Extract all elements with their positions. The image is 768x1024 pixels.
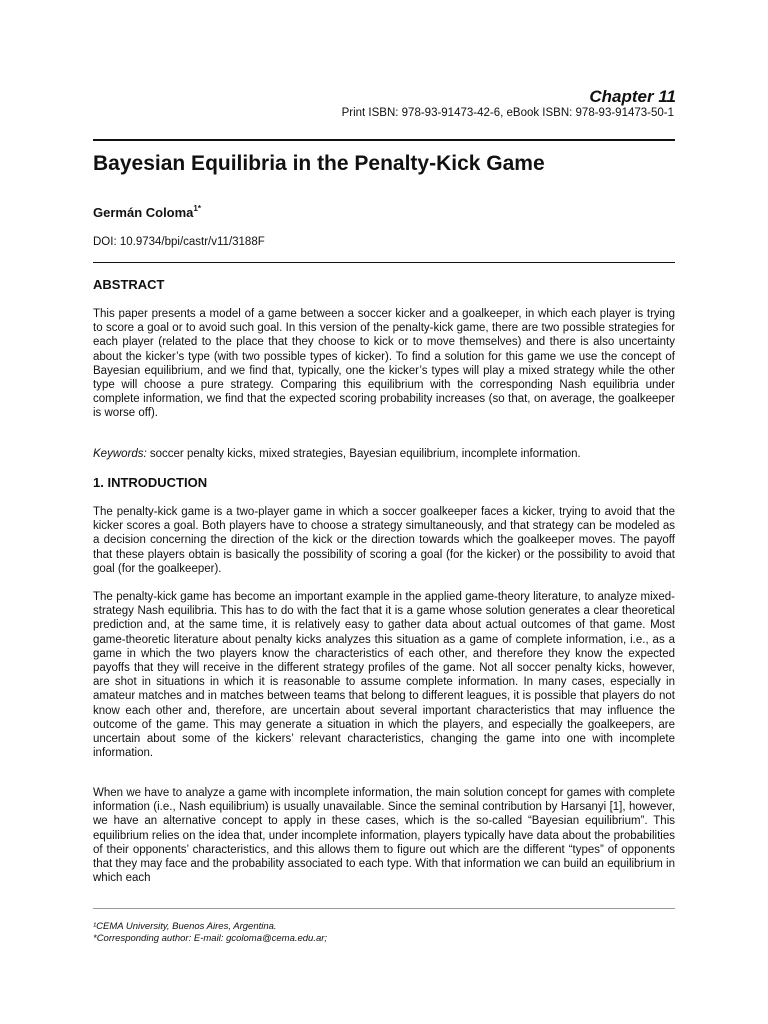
isbn-line: Print ISBN: 978-93-91473-42-6, eBook ISBN: 978-93-91473-50-1 xyxy=(341,107,674,119)
footnote-divider xyxy=(93,908,675,909)
author-superscript: 1* xyxy=(193,204,201,213)
author-name: Germán Coloma xyxy=(93,205,194,220)
doi-divider xyxy=(93,262,675,263)
footnote-affiliation: ¹CEMA University, Buenos Aires, Argentina. xyxy=(93,921,277,932)
introduction-heading: 1. INTRODUCTION xyxy=(93,475,208,490)
intro-paragraph-2: The penalty-kick game has become an important example in the applied game-theory literature, to analyze mixed-strategy Nash equilibria. This has to do with the fact that it is a game whose solution generates a clear theoretical prediction and, at the same time, it is relatively easy to gather data about actual outcomes of that game. Most game-theoretic literature about penalty kicks analyzes this situation as a game of complete information, i.e., as a game in which the two players know the characteristics of each other, and therefore they know the expected payoffs that they will receive in the different strategy profiles of the game. Not all soccer penalty kicks, however, are shot in situations in which it is reasonable to assume complete information. In many cases, especially in amateur matches and in matches between teams that belong to different leagues, it is possible that players do not know each other and, therefore, are uncertain about several important characteristics that may influence the outcome of the game. This may generate a situation in which the players, and especially the goalkeepers, are uncertain about some of the kickers’ relevant characteristics, changing the game into one with incomplete information. xyxy=(93,591,675,760)
keywords-line xyxy=(93,447,675,461)
abstract-heading: ABSTRACT xyxy=(93,277,165,292)
abstract-text: This paper presents a model of a game between a soccer kicker and a goalkeeper, in which each player is trying to score a goal or to avoid such goal. In this version of the penalty-kick game, there are two possible strategies for each player (related to the place that they choose to kick or to move themselves) and there is also uncertainty about the kicker’s type (with two possible types of kicker). To find a solution for this game we use the concept of Bayesian equilibrium, and we find that, typically, one the kicker’s types will play a mixed strategy while the other type will choose a pure strategy. Comparing this equilibrium with the corresponding Nash equilibria under complete information, we find that the expected scoring probability increases (so that, on average, the goalkeeper is worse off). xyxy=(93,308,675,420)
footnote-corresponding-author: *Corresponding author: E-mail: gcoloma@cema.edu.ar; xyxy=(93,933,328,944)
header-divider xyxy=(93,139,675,141)
author-line xyxy=(93,204,201,220)
paper-title: Bayesian Equilibria in the Penalty-Kick Game xyxy=(93,152,545,175)
doi-line: DOI: 10.9734/bpi/castr/v11/3188F xyxy=(93,236,265,248)
intro-paragraph-1: The penalty-kick game is a two-player game in which a soccer goalkeeper faces a kicker, trying to avoid that the kicker scores a goal. Both players have to choose a strategy simultaneously, and that strategy can be modeled as a decision concerning the direction of the kick or the direction towards which the goalkeeper moves. The payoff that these players obtain is basically the possibility of scoring a goal (for the kicker) or the possibility to avoid that goal (for the goalkeeper). xyxy=(93,506,675,575)
intro-paragraph-3: When we have to analyze a game with incomplete information, the main solution concept for games with complete information (i.e., Nash equilibrium) is usually unavailable. Since the seminal contribution by Harsanyi [1], however, we have an alternative concept to apply in these cases, which is the so-called “Bayesian equilibrium”. This equilibrium relies on the idea that, under incomplete information, players typically have data about the probabilities of their opponents’ characteristics, and this allows them to figure out which are the different “types” of opponents that they may face and the probability associated to each type. With that information we can build an equilibrium in which each xyxy=(93,787,675,885)
keywords-text: soccer penalty kicks, mixed strategies, Bayesian equilibrium, incomplete information. xyxy=(146,448,581,460)
keywords-label: Keywords: xyxy=(93,448,147,460)
chapter-label: Chapter 11 xyxy=(589,87,676,106)
